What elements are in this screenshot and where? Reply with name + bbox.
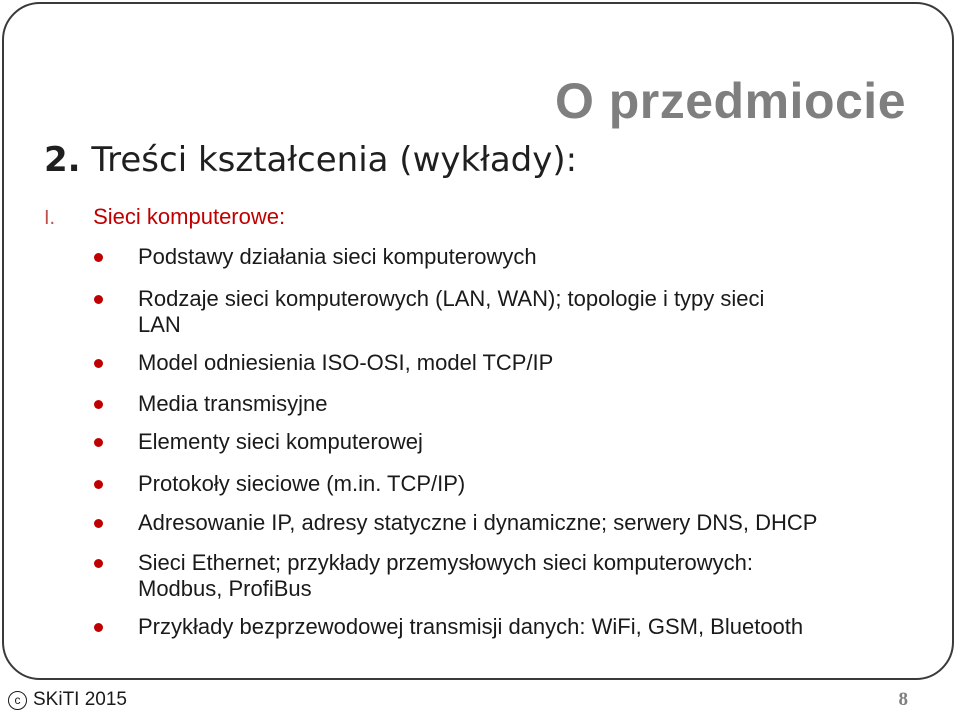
- bullet-dot-icon: [94, 400, 103, 409]
- slide-footer: [0, 688, 960, 714]
- subsection-title: Sieci komputerowe:: [93, 204, 286, 229]
- list-item-text: Media transmisyjne: [138, 391, 328, 416]
- list-item-text: Rodzaje sieci komputerowych (LAN, WAN); topologie i typy sieci: [138, 286, 765, 311]
- bullet-dot-icon: [94, 480, 103, 489]
- slide-title: O przedmiocie: [554, 73, 906, 129]
- section-heading: [44, 142, 577, 179]
- list-item: [138, 614, 803, 640]
- bullet-dot-icon: [94, 359, 103, 368]
- list-item: [138, 510, 817, 536]
- list-item: [138, 391, 328, 417]
- bullet-dot-icon: [94, 253, 103, 262]
- list-item: [138, 550, 753, 602]
- bullet-dot-icon: [94, 559, 103, 568]
- bullet-dot-icon: [94, 438, 103, 447]
- list-item: [138, 471, 465, 497]
- bullet-dot-icon: [94, 519, 103, 528]
- list-item-text: Sieci Ethernet; przykłady przemysłowych sieci komputerowych:: [138, 550, 754, 575]
- section-heading-text: Treści kształcenia (wykłady):: [91, 140, 578, 180]
- list-item-text-continued: Modbus, ProfiBus: [138, 576, 312, 601]
- list-item-text: Elementy sieci komputerowej: [138, 429, 423, 454]
- subsection-number: I.: [44, 207, 56, 229]
- list-item: [138, 286, 764, 338]
- page-number: 8: [898, 689, 908, 710]
- list-item-text: Podstawy działania sieci komputerowych: [138, 244, 537, 269]
- list-item-text-continued: LAN: [138, 312, 181, 337]
- section-heading-number: 2.: [44, 140, 81, 180]
- bullet-dot-icon: [94, 623, 103, 632]
- footer-copyright-text: SKiTI 2015: [33, 689, 127, 710]
- list-item-text: Adresowanie IP, adresy statyczne i dynamiczne; serwery DNS, DHCP: [138, 510, 818, 535]
- bullet-dot-icon: [94, 295, 103, 304]
- list-item: [138, 350, 553, 376]
- list-item-text: Model odniesienia ISO-OSI, model TCP/IP: [138, 350, 554, 375]
- subsection-heading: [44, 204, 285, 230]
- list-item-text: Przykłady bezprzewodowej transmisji danych: WiFi, GSM, Bluetooth: [138, 614, 804, 639]
- list-item: [138, 244, 537, 270]
- list-item-text: Protokoły sieciowe (m.in. TCP/IP): [138, 471, 466, 496]
- footer-copyright: [8, 688, 127, 712]
- list-item: [138, 429, 423, 455]
- copyright-icon: c: [8, 691, 27, 710]
